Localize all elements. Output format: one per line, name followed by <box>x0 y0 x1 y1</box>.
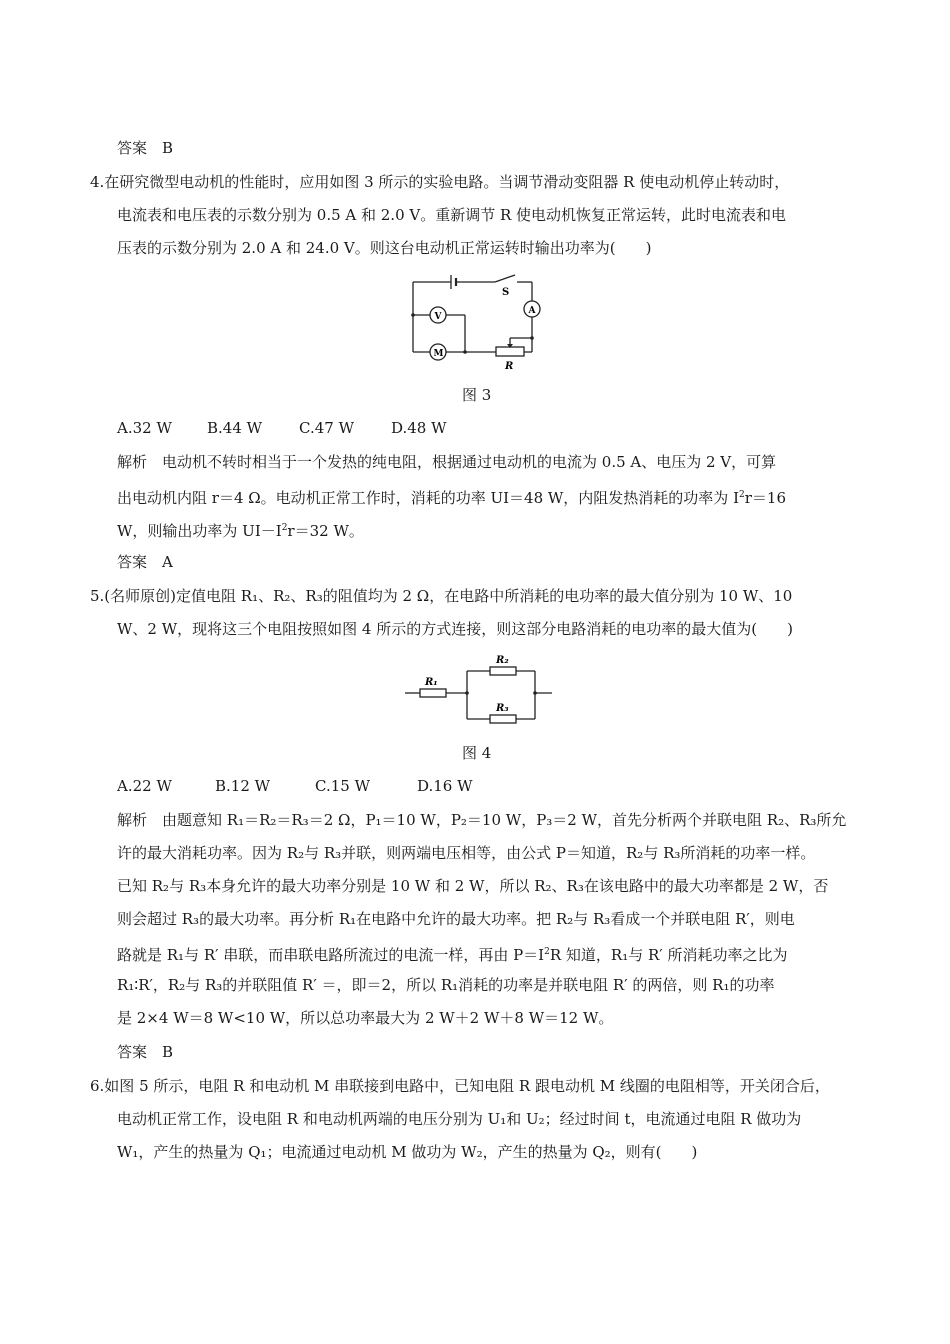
resistor-r2-label: R₂ <box>496 655 509 666</box>
q5-options <box>117 776 473 796</box>
q4-line-3: 压表的示数分别为 2.0 A 和 24.0 V。则这台电动机正常运转时输出功率为( ) <box>117 239 652 257</box>
q6-line-1: 6.如图 5 所示，电阻 R 和电动机 M 串联接到电路中，已知电阻 R 跟电动机 M 线圈的电阻相等，开关闭合后， <box>90 1077 830 1095</box>
figure-4-caption: 图 4 <box>462 744 492 762</box>
q4-option-a: A.32 W <box>117 419 172 437</box>
q5-analysis-5a: 路就是 R₁与 R′ 串联，而串联电路所流过的电流一样，再由 P＝I <box>117 946 545 964</box>
q4-option-c: C.47 W <box>299 419 354 437</box>
q5-analysis-5b: R 知道，R₁与 R′ 所消耗功率之比为 <box>549 946 788 964</box>
answer-q3: 答案 B <box>117 139 174 157</box>
q5-option-d: D.16 W <box>417 777 473 795</box>
q5-analysis-1: 解析 由题意知 R₁＝R₂＝R₃＝2 Ω，P₁＝10 W，P₂＝10 W，P₃＝2 W，首先分析两个并联电阻 R₂、R₃所允 <box>117 811 847 829</box>
q4-line-1: 4.在研究微型电动机的性能时，应用如图 3 所示的实验电路。当调节滑动变阻器 R 使电动机停止转动时， <box>90 173 790 191</box>
q4-answer: 答案 A <box>117 553 173 571</box>
ammeter-label: A <box>528 306 536 316</box>
q4-analysis-2-sup: 2 <box>739 490 745 500</box>
q4-analysis-1: 解析 电动机不转时相当于一个发热的纯电阻，根据通过电动机的电流为 0.5 A、电压为 2 V，可算 <box>117 453 777 471</box>
q5-answer: 答案 B <box>117 1043 174 1061</box>
q5-analysis-4: 则会超过 R₃的最大功率。再分析 R₁在电路中允许的最大功率。把 R₂与 R₃看成一个并联电阻 R′，则电 <box>117 910 795 928</box>
q5-line-1: 5.(名师原创)定值电阻 R₁、R₂、R₃的阻值均为 2 Ω，在电路中所消耗的电功率的最大值分别为 10 W、10 <box>90 587 793 605</box>
figure-3-caption: 图 3 <box>462 386 492 404</box>
q4-analysis-2 <box>117 485 786 508</box>
rheostat-label: R <box>505 361 514 372</box>
q4-option-d: D.48 W <box>391 419 447 437</box>
resistor-r1-label: R₁ <box>425 677 438 688</box>
q5-line-2: W、2 W，现将这三个电阻按照如图 4 所示的方式连接，则这部分电路消耗的电功率的最大值为( ) <box>117 620 793 638</box>
q4-analysis-3b: r＝32 W。 <box>287 522 364 540</box>
q5-option-a: A.22 W <box>117 777 172 795</box>
q6-line-3: W₁，产生的热量为 Q₁；电流通过电动机 M 做功为 W₂，产生的热量为 Q₂，则有( ) <box>117 1143 698 1161</box>
q4-line-2: 电流表和电压表的示数分别为 0.5 A 和 2.0 V。重新调节 R 使电动机恢复正常运转，此时电流表和电 <box>117 206 787 224</box>
q4-analysis-2b: r＝16 <box>744 489 786 507</box>
q4-options <box>117 418 447 438</box>
circuit-figure-4 <box>400 648 560 726</box>
q5-analysis-2: 许的最大消耗功率。因为 R₂与 R₃并联，则两端电压相等，由公式 P＝知道，R₂与 R₃所消耗的功率一样。 <box>117 844 816 862</box>
q5-analysis-5-sup: 2 <box>544 947 550 957</box>
q4-analysis-3-sup: 2 <box>281 523 288 533</box>
q5-analysis-3: 已知 R₂与 R₃本身允许的最大功率分别是 10 W 和 2 W，所以 R₂、R₃在该电路中的最大功率都是 2 W，否 <box>117 877 829 895</box>
q4-analysis-3a: W，则输出功率为 UI－I <box>117 522 282 540</box>
circuit-figure-3 <box>405 270 555 375</box>
q4-option-b: B.44 W <box>207 419 263 437</box>
q4-analysis-2a: 出电动机内阻 r＝4 Ω。电动机正常工作时，消耗的功率 UI＝48 W，内阻发热消耗的功率为 I <box>117 489 739 507</box>
q5-option-c: C.15 W <box>315 777 370 795</box>
q4-analysis-3 <box>117 518 364 541</box>
q5-analysis-7: 是 2×4 W＝8 W<10 W，所以总功率最大为 2 W＋2 W＋8 W＝12 W。 <box>117 1009 614 1027</box>
switch-label: S <box>502 287 510 298</box>
q6-line-2: 电动机正常工作，设电阻 R 和电动机两端的电压分别为 U₁和 U₂；经过时间 t，电流通过电阻 R 做功为 <box>117 1110 802 1128</box>
q5-option-b: B.12 W <box>215 777 271 795</box>
voltmeter-label: V <box>434 312 442 322</box>
motor-label: M <box>433 349 444 359</box>
q5-analysis-6: R₁∶R′，R₂与 R₃的并联阻值 R′ ＝，即＝2，所以 R₁消耗的功率是并联电阻 R′ 的两倍，则 R₁的功率 <box>117 976 775 994</box>
q5-analysis-5 <box>117 942 787 965</box>
resistor-r3-label: R₃ <box>496 703 509 714</box>
